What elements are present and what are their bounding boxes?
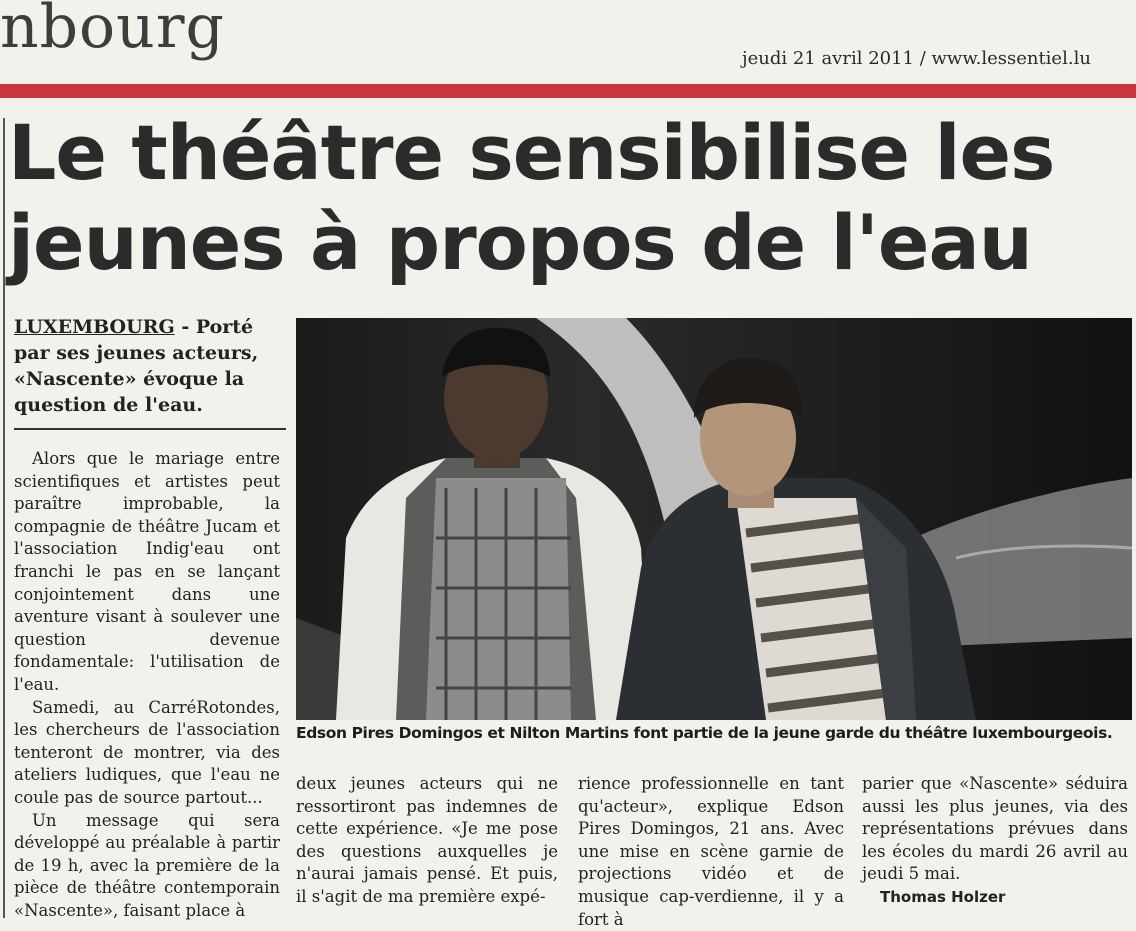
article-lead — [14, 314, 276, 418]
paragraph: Samedi, au CarréRotondes, les chercheurs de l'association tenteront de montrer, via des ateliers ludiques, que l'eau ne coule pas de source partout... — [14, 697, 280, 807]
lead-place: LUXEMBOURG — [14, 316, 175, 338]
column-rule — [3, 118, 5, 918]
headline-line-1: Le théâtre sensibilise les — [8, 108, 1055, 197]
paragraph: deux jeunes acteurs qui ne ressortiront pas indemnes de cette expérience. «Je me pose des questions auxquelles je n'aurai jamais pensé. Et puis, il s'agit de ma première expé- — [296, 774, 558, 906]
dateline: jeudi 21 avril 2011 / www.lessentiel.lu — [742, 48, 1091, 69]
article-column-4 — [862, 773, 1128, 909]
paragraph: Alors que le mariage entre scientifiques et artistes peut paraître improbable, la compagnie de théâtre Jucam et l'association Indig'eau ont franchi le pas en se lançant conjointement dans une aventure visant à soulever une question devenue fondamentale: l'utilisation de l'eau. — [14, 449, 280, 694]
red-divider-bar — [0, 84, 1136, 98]
article-column-2 — [296, 773, 558, 909]
paragraph: Un message qui sera développé au préalable à partir de 19 h, avec la première de la pièce de théâtre contemporain «Nascente», faisant place à — [14, 810, 280, 920]
headline-line-2: jeunes à propos de l'eau — [8, 198, 1032, 287]
article-column-1 — [14, 448, 280, 922]
lead-rule — [14, 428, 286, 430]
article-photo — [296, 318, 1132, 720]
photo-illustration — [296, 318, 1132, 720]
paragraph: rience professionnelle en tant qu'acteur», explique Edson Pires Domingos, 21 ans. Avec une mise en scène garnie de projections vidéo et de musique cap-verdienne, il y a fort à — [578, 774, 844, 929]
article-column-3 — [578, 773, 844, 931]
photo-caption: Edson Pires Domingos et Nilton Martins font partie de la jeune garde du théâtre luxembourgeois. — [296, 724, 1113, 742]
newspaper-masthead: nbourg — [0, 0, 225, 62]
paragraph: parier que «Nascente» séduira aussi les plus jeunes, via des représentations prévues dans les écoles du mardi 26 avril au jeudi 5 mai. — [862, 774, 1128, 884]
author-signature: Thomas Holzer — [880, 887, 1006, 906]
article-headline — [8, 108, 1136, 288]
lead-text: - Porté par ses jeunes acteurs, «Nascente» évoque la question de l'eau. — [14, 316, 259, 416]
